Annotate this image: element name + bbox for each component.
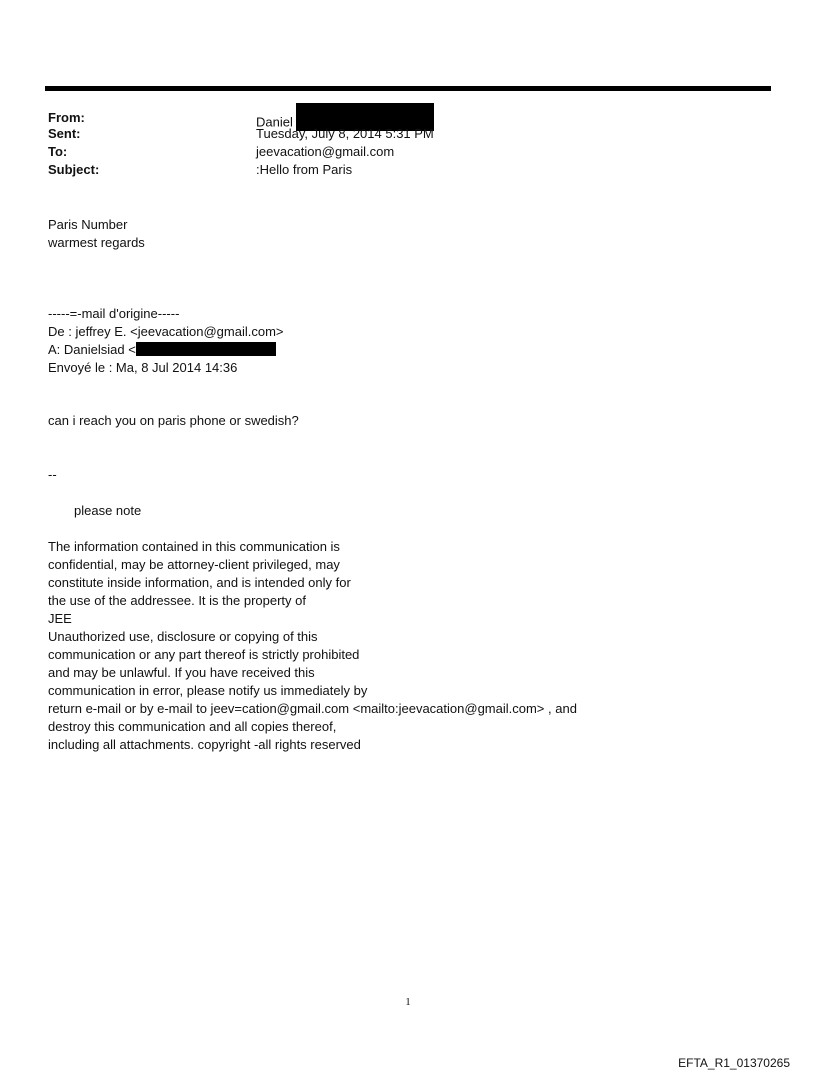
- original-message-header: [48, 305, 284, 377]
- disclaimer-line: the use of the addressee. It is the property of: [48, 593, 306, 608]
- original-to: [48, 341, 284, 359]
- body-line: warmest regards: [48, 235, 145, 250]
- header-rule: [45, 86, 771, 91]
- original-message: can i reach you on paris phone or swedish?: [48, 413, 299, 428]
- disclaimer-line: return e-mail or by e-mail to jeev=cation@gmail.com <mailto:jeevacation@gmail.com> , and: [48, 701, 577, 716]
- note-heading: please note: [74, 503, 142, 518]
- email-body: [48, 216, 145, 252]
- from-label: From:: [48, 110, 85, 125]
- disclaimer-line: The information contained in this communication is: [48, 539, 340, 554]
- disclaimer-line: destroy this communication and all copies thereof,: [48, 719, 337, 734]
- document-id: EFTA_R1_01370265: [678, 1056, 790, 1070]
- sent-label: Sent:: [48, 126, 81, 141]
- page-number: 1: [405, 996, 411, 1008]
- original-sent: Envoyé le : Ma, 8 Jul 2014 14:36: [48, 360, 238, 375]
- subject-value: :Hello from Paris: [256, 162, 353, 177]
- to-value: jeevacation@gmail.com: [256, 144, 395, 159]
- disclaimer-line: JEE: [48, 611, 72, 626]
- disclaimer-line: confidential, may be attorney-client privileged, may: [48, 557, 340, 572]
- body-line: Paris Number: [48, 217, 128, 232]
- disclaimer-line: and may be unlawful. If you have received this: [48, 665, 315, 680]
- disclaimer-line: Unauthorized use, disclosure or copying of this: [48, 629, 318, 644]
- original-from: De : jeffrey E. <jeevacation@gmail.com>: [48, 324, 284, 339]
- from-name: Daniel: [256, 114, 293, 130]
- to-label: To:: [48, 144, 68, 159]
- disclaimer-line: communication in error, please notify us immediately by: [48, 683, 368, 698]
- disclaimer-line: constitute inside information, and is intended only for: [48, 575, 351, 590]
- subject-label: Subject:: [48, 162, 100, 177]
- original-separator: -----=-mail d'origine-----: [48, 306, 180, 321]
- disclaimer-line: communication or any part thereof is strictly prohibited: [48, 647, 360, 662]
- sent-value: Tuesday, July 8, 2014 5:31 PM: [256, 126, 434, 141]
- original-to-text: A: Danielsiad <: [48, 342, 136, 357]
- disclaimer: [48, 538, 577, 754]
- signature-dash: --: [48, 467, 57, 482]
- disclaimer-line: including all attachments. copyright -all rights reserved: [48, 737, 361, 752]
- redaction-box: [136, 342, 276, 356]
